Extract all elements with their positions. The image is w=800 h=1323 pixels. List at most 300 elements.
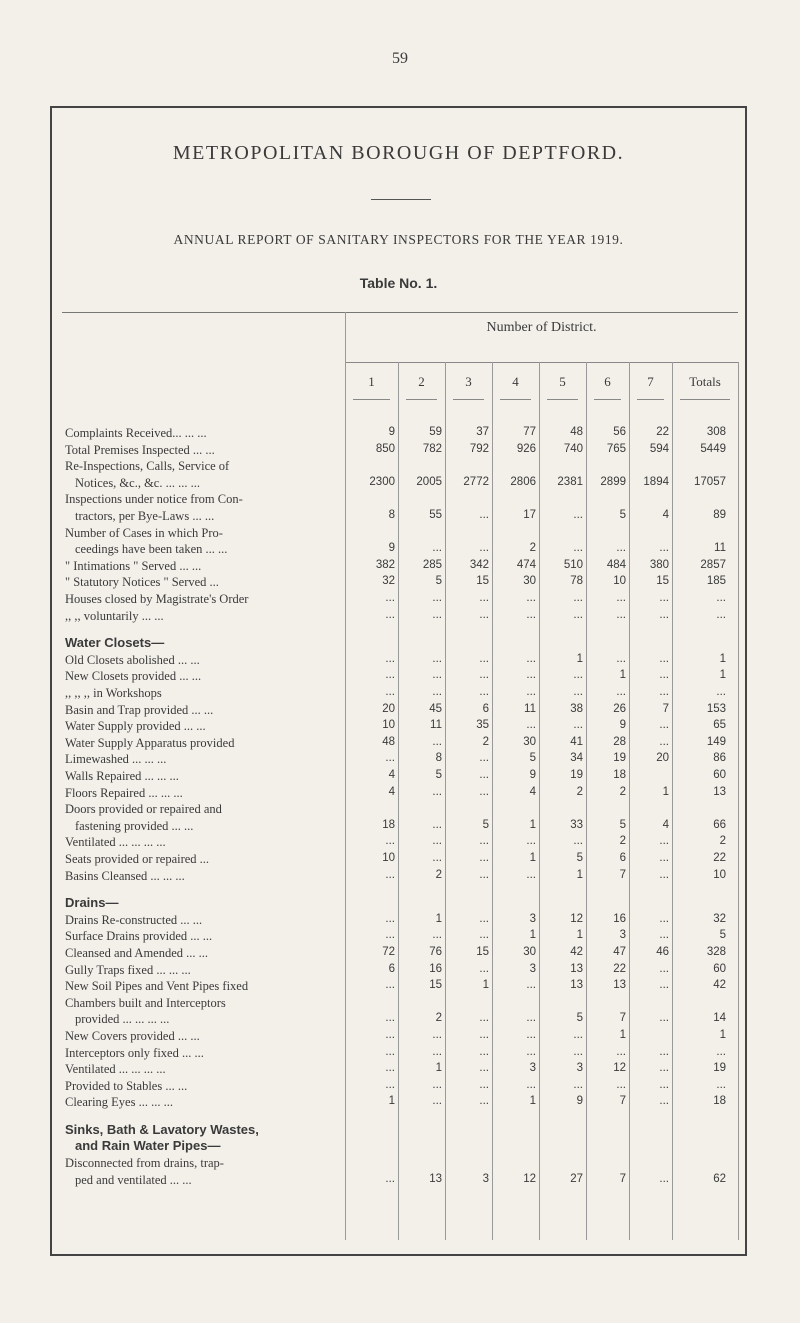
table-cell: 2857 bbox=[700, 558, 726, 571]
table-cell: 7 bbox=[619, 1012, 626, 1025]
table-cell: 15 bbox=[656, 575, 669, 588]
table-cell: ... bbox=[479, 542, 489, 555]
table-cell: 9 bbox=[388, 426, 395, 438]
table-cell: 47 bbox=[613, 946, 626, 958]
table-cell: 3 bbox=[529, 912, 536, 925]
row-label: " Intimations " Served ... ... bbox=[65, 558, 202, 573]
table-cell: ... bbox=[659, 1172, 669, 1185]
row-label: tractors, per Bye-Laws ... ... bbox=[75, 509, 215, 523]
table-cell: 6 bbox=[619, 852, 626, 864]
table-cell: ... bbox=[385, 608, 395, 621]
table-cell: ... bbox=[479, 785, 489, 798]
table-cell: ... bbox=[526, 835, 536, 848]
table-cell: 19 bbox=[570, 769, 583, 781]
table-cell: 2005 bbox=[416, 475, 442, 488]
table-cell: 20 bbox=[382, 702, 395, 715]
column-header-underline bbox=[594, 399, 621, 400]
table-row bbox=[52, 542, 742, 558]
table-cell: 3 bbox=[576, 1062, 583, 1075]
table-cell: 4 bbox=[529, 785, 536, 798]
table-cell: ... bbox=[573, 509, 583, 521]
table-cell: ... bbox=[573, 1029, 583, 1041]
row-label: Limewashed ... ... ... bbox=[65, 752, 167, 767]
table-row bbox=[52, 476, 742, 492]
column-header-underline bbox=[353, 399, 390, 400]
table-cell: ... bbox=[385, 835, 395, 848]
table-cell: 380 bbox=[649, 558, 669, 571]
row-label: Doors provided or repaired and bbox=[65, 802, 222, 817]
table-cell: 2899 bbox=[600, 475, 626, 488]
table-cell: 10 bbox=[613, 575, 626, 588]
table-row bbox=[52, 852, 742, 868]
table-cell: 32 bbox=[382, 575, 395, 588]
table-cell: ... bbox=[526, 686, 536, 698]
row-label: Ventilated ... ... ... ... bbox=[65, 835, 166, 850]
table-cell: ... bbox=[616, 592, 626, 604]
table-cell: ... bbox=[573, 686, 583, 698]
table-cell: 9 bbox=[529, 769, 536, 781]
table-cell: ... bbox=[659, 735, 669, 748]
table-cell: ... bbox=[573, 1045, 583, 1058]
table-cell: 2772 bbox=[463, 475, 489, 488]
column-header-underline bbox=[406, 399, 437, 400]
table-cell: 153 bbox=[706, 702, 726, 715]
table-cell: ... bbox=[385, 868, 395, 881]
table-cell: ... bbox=[573, 592, 583, 604]
table-row bbox=[52, 752, 742, 768]
table-cell: 1894 bbox=[643, 475, 669, 488]
table-row bbox=[52, 653, 742, 669]
table-cell: ... bbox=[526, 979, 536, 992]
table-cell: ... bbox=[659, 979, 669, 992]
title-divider bbox=[371, 199, 431, 200]
table-cell: 34 bbox=[570, 752, 583, 765]
table-cell: ... bbox=[573, 608, 583, 621]
table-cell: ... bbox=[432, 1045, 442, 1058]
table-cell: 2806 bbox=[510, 475, 536, 488]
table-cell: ... bbox=[573, 1078, 583, 1091]
table-row bbox=[52, 703, 742, 719]
table-cell: ... bbox=[616, 1045, 626, 1058]
table-row bbox=[52, 1156, 742, 1172]
table-cell: ... bbox=[432, 1029, 442, 1041]
table-cell: 42 bbox=[713, 979, 726, 992]
table-cell: 48 bbox=[570, 426, 583, 438]
row-label: Disconnected from drains, trap- bbox=[65, 1156, 224, 1171]
table-cell: 22 bbox=[613, 962, 626, 975]
table-cell: 5 bbox=[719, 929, 726, 942]
table-cell: ... bbox=[526, 1029, 536, 1041]
table-cell: 22 bbox=[656, 426, 669, 438]
table-cell: 10 bbox=[382, 719, 395, 732]
table-cell: ... bbox=[526, 1045, 536, 1058]
table-cell: 30 bbox=[523, 946, 536, 958]
table-cell: ... bbox=[385, 652, 395, 665]
row-label: Surface Drains provided ... ... bbox=[65, 929, 213, 944]
row-label: Re-Inspections, Calls, Service of bbox=[65, 459, 230, 474]
table-cell: ... bbox=[479, 962, 489, 975]
table-row bbox=[52, 996, 742, 1012]
table-cell: 12 bbox=[613, 1062, 626, 1075]
table-cell: ... bbox=[659, 929, 669, 942]
table-cell: ... bbox=[716, 686, 726, 698]
table-cell: ... bbox=[432, 592, 442, 604]
table-cell: ... bbox=[659, 962, 669, 975]
table-cell: 2 bbox=[619, 835, 626, 848]
table-cell: 7 bbox=[662, 702, 669, 715]
table-cell: ... bbox=[659, 912, 669, 925]
table-row bbox=[52, 1062, 742, 1078]
table-cell: 6 bbox=[482, 702, 489, 715]
table-cell: ... bbox=[659, 608, 669, 621]
row-label: Basin and Trap provided ... ... bbox=[65, 702, 214, 717]
table-cell: 2 bbox=[482, 735, 489, 748]
table-row bbox=[52, 1012, 742, 1028]
report-frame bbox=[50, 106, 747, 1256]
table-cell: 9 bbox=[576, 1095, 583, 1108]
table-cell: 72 bbox=[382, 946, 395, 958]
table-cell: 2 bbox=[435, 1012, 442, 1025]
table-number: Table No. 1. bbox=[359, 275, 438, 291]
table-cell: 1 bbox=[529, 818, 536, 831]
table-cell: 13 bbox=[713, 785, 726, 798]
row-label: Cleansed and Amended ... ... bbox=[65, 946, 209, 960]
table-row bbox=[52, 1079, 742, 1095]
table-cell: 60 bbox=[713, 769, 726, 781]
table-cell: 13 bbox=[429, 1172, 442, 1185]
row-label: Complaints Received... ... ... bbox=[65, 426, 207, 440]
row-label: ,, ,, voluntarily ... ... bbox=[65, 608, 164, 623]
table-cell: 18 bbox=[613, 769, 626, 781]
row-label: New Covers provided ... ... bbox=[65, 1029, 200, 1043]
table-cell: 66 bbox=[713, 818, 726, 831]
table-cell: 1 bbox=[619, 669, 626, 682]
table-cell: ... bbox=[659, 592, 669, 604]
table-cell: ... bbox=[573, 669, 583, 682]
table-cell: 56 bbox=[613, 426, 626, 438]
table-row bbox=[52, 913, 742, 929]
table-top-rule bbox=[62, 312, 738, 313]
table-cell: ... bbox=[616, 686, 626, 698]
table-cell: 12 bbox=[523, 1172, 536, 1185]
table-cell: ... bbox=[573, 835, 583, 848]
table-cell: ... bbox=[526, 669, 536, 682]
row-label: New Soil Pipes and Vent Pipes fixed bbox=[65, 979, 249, 994]
table-cell: ... bbox=[385, 686, 395, 698]
table-cell: 76 bbox=[429, 946, 442, 958]
table-cell: 2 bbox=[619, 785, 626, 798]
table-cell: 2 bbox=[576, 785, 583, 798]
table-cell: ... bbox=[716, 608, 726, 621]
table-cell: ... bbox=[616, 652, 626, 665]
table-cell: ... bbox=[385, 1062, 395, 1075]
table-cell: ... bbox=[659, 835, 669, 848]
table-cell: 37 bbox=[476, 426, 489, 438]
table-cell: ... bbox=[479, 1095, 489, 1108]
table-cell: 19 bbox=[613, 752, 626, 765]
table-cell: 850 bbox=[375, 442, 395, 455]
table-cell: 3 bbox=[529, 1062, 536, 1075]
table-row bbox=[52, 509, 742, 525]
table-cell: 46 bbox=[656, 946, 669, 958]
table-cell: 4 bbox=[662, 509, 669, 521]
table-row bbox=[52, 526, 742, 542]
table-cell: ... bbox=[432, 785, 442, 798]
row-label: Drains Re-constructed ... ... bbox=[65, 912, 203, 927]
table-cell: 1 bbox=[529, 929, 536, 942]
table-row bbox=[52, 1046, 742, 1062]
table-cell: ... bbox=[659, 1095, 669, 1108]
row-label: Inspections under notice from Con- bbox=[65, 492, 243, 507]
table-cell: 5 bbox=[619, 818, 626, 831]
table-cell: 8 bbox=[435, 752, 442, 765]
table-cell: ... bbox=[659, 719, 669, 732]
table-row bbox=[52, 609, 742, 625]
column-header: 5 bbox=[559, 374, 566, 389]
table-cell: 19 bbox=[713, 1062, 726, 1075]
table-row bbox=[52, 819, 742, 835]
table-cell: ... bbox=[479, 1029, 489, 1041]
table-cell: 9 bbox=[388, 542, 395, 555]
table-cell: 30 bbox=[523, 735, 536, 748]
table-cell: 26 bbox=[613, 702, 626, 715]
row-label: Water Supply Apparatus provided bbox=[65, 735, 235, 750]
table-cell: ... bbox=[526, 1012, 536, 1025]
table-row bbox=[52, 426, 742, 442]
table-cell: ... bbox=[479, 868, 489, 881]
table-cell: ... bbox=[385, 669, 395, 682]
table-cell: 20 bbox=[656, 752, 669, 765]
table-cell: 4 bbox=[662, 818, 669, 831]
table-cell: 1 bbox=[576, 929, 583, 942]
row-label: fastening provided ... ... bbox=[75, 818, 194, 833]
table-cell: 11 bbox=[430, 719, 442, 732]
table-cell: 484 bbox=[606, 558, 626, 571]
table-cell: 1 bbox=[529, 852, 536, 864]
table-cell: 15 bbox=[476, 946, 489, 958]
table-cell: 342 bbox=[469, 558, 489, 571]
column-header: Totals bbox=[689, 374, 721, 389]
table-cell: 308 bbox=[706, 426, 726, 438]
column-header-underline bbox=[680, 399, 730, 400]
table-cell: ... bbox=[479, 652, 489, 665]
table-cell: ... bbox=[385, 1078, 395, 1091]
table-cell: ... bbox=[479, 1062, 489, 1075]
table-cell: 1 bbox=[388, 1095, 395, 1108]
report-title: METROPOLITAN BOROUGH OF DEPTFORD. bbox=[172, 142, 625, 164]
table-cell: ... bbox=[432, 542, 442, 555]
table-cell: 15 bbox=[476, 575, 489, 588]
table-cell: 2 bbox=[435, 868, 442, 881]
table-cell: ... bbox=[432, 1095, 442, 1108]
table-cell: ... bbox=[432, 929, 442, 942]
table-row bbox=[52, 1095, 742, 1111]
table-cell: 1 bbox=[719, 1029, 726, 1041]
table-row bbox=[52, 929, 742, 945]
district-underline bbox=[345, 362, 738, 363]
table-cell: 1 bbox=[619, 1029, 626, 1041]
row-label: Total Premises Inspected ... ... bbox=[65, 442, 215, 457]
table-cell: ... bbox=[659, 1062, 669, 1075]
table-cell: 10 bbox=[713, 868, 726, 881]
table-cell: ... bbox=[479, 852, 489, 864]
table-cell: ... bbox=[385, 979, 395, 992]
table-cell: 17057 bbox=[694, 475, 726, 488]
table-cell: 28 bbox=[613, 735, 626, 748]
table-cell: 782 bbox=[422, 442, 442, 455]
page-number: 59 bbox=[392, 50, 408, 67]
table-cell: 86 bbox=[713, 752, 726, 765]
table-cell: 7 bbox=[619, 1172, 626, 1185]
table-row bbox=[52, 459, 742, 475]
row-label: Number of Cases in which Pro- bbox=[65, 525, 223, 540]
table-cell: 42 bbox=[570, 946, 583, 958]
table-cell: 32 bbox=[713, 912, 726, 925]
row-label: Walls Repaired ... ... ... bbox=[65, 769, 179, 783]
table-cell: 149 bbox=[706, 735, 726, 748]
table-cell: ... bbox=[659, 1078, 669, 1091]
table-cell: ... bbox=[716, 592, 726, 604]
row-label: Floors Repaired ... ... ... bbox=[65, 785, 183, 800]
table-cell: 17 bbox=[523, 509, 536, 521]
table-cell: 48 bbox=[382, 735, 395, 748]
table-cell: 5449 bbox=[700, 442, 726, 455]
table-cell: ... bbox=[573, 542, 583, 555]
table-cell: 16 bbox=[613, 912, 626, 925]
table-cell: 765 bbox=[606, 442, 626, 455]
row-label: Water Supply provided ... ... bbox=[65, 719, 206, 734]
section-heading: and Rain Water Pipes— bbox=[75, 1137, 221, 1153]
row-label: Provided to Stables ... ... bbox=[65, 1078, 188, 1093]
table-cell: 1 bbox=[435, 912, 442, 925]
row-label: ped and ventilated ... ... bbox=[75, 1172, 192, 1187]
column-header-underline bbox=[500, 399, 531, 400]
table-cell: 33 bbox=[570, 818, 583, 831]
table-cell: ... bbox=[385, 912, 395, 925]
table-cell: 13 bbox=[570, 962, 583, 975]
table-cell: 926 bbox=[516, 442, 536, 455]
table-row bbox=[52, 1029, 742, 1045]
table-row bbox=[52, 686, 742, 702]
table-cell: 60 bbox=[713, 962, 726, 975]
report-subtitle: ANNUAL REPORT OF SANITARY INSPECTORS FOR THE YEAR 1919. bbox=[173, 232, 624, 247]
row-label: Seats provided or repaired ... bbox=[65, 852, 210, 866]
table-row bbox=[52, 559, 742, 575]
table-cell: 16 bbox=[429, 962, 442, 975]
table-cell: ... bbox=[616, 608, 626, 621]
table-row bbox=[52, 443, 742, 459]
table-cell: 4 bbox=[388, 785, 395, 798]
row-label: " Statutory Notices " Served ... bbox=[65, 575, 219, 590]
row-label: Notices, &c., &c. ... ... ... bbox=[75, 475, 200, 490]
table-cell: 18 bbox=[382, 818, 395, 831]
row-label: Clearing Eyes ... ... ... bbox=[65, 1095, 173, 1110]
table-cell: ... bbox=[479, 929, 489, 942]
table-cell: ... bbox=[479, 608, 489, 621]
table-cell: ... bbox=[526, 868, 536, 881]
table-row bbox=[52, 835, 742, 851]
row-label: ceedings have been taken ... ... bbox=[75, 542, 228, 557]
table-cell: ... bbox=[385, 1029, 395, 1041]
table-cell: 13 bbox=[613, 979, 626, 992]
table-cell: ... bbox=[432, 835, 442, 848]
table-cell: 27 bbox=[570, 1172, 583, 1185]
table-cell: 18 bbox=[713, 1095, 726, 1108]
table-cell: ... bbox=[716, 1045, 726, 1058]
table-cell: ... bbox=[526, 592, 536, 604]
table-cell: ... bbox=[432, 652, 442, 665]
table-cell: 1 bbox=[576, 868, 583, 881]
table-cell: ... bbox=[479, 592, 489, 604]
table-cell: 382 bbox=[375, 558, 395, 571]
table-cell: 1 bbox=[529, 1095, 536, 1108]
table-cell: 78 bbox=[570, 575, 583, 588]
table-cell: ... bbox=[385, 1045, 395, 1058]
table-cell: 285 bbox=[422, 558, 442, 571]
table-cell: ... bbox=[432, 1078, 442, 1091]
table-cell: 474 bbox=[516, 558, 536, 571]
table-cell: ... bbox=[432, 608, 442, 621]
table-cell: 65 bbox=[713, 719, 726, 732]
table-row bbox=[52, 979, 742, 995]
table-row bbox=[52, 963, 742, 979]
table-cell: 1 bbox=[719, 669, 726, 682]
table-cell: ... bbox=[385, 592, 395, 604]
row-label: Chambers built and Interceptors bbox=[65, 995, 226, 1010]
table-cell: ... bbox=[479, 835, 489, 848]
table-cell: 2381 bbox=[557, 475, 583, 488]
column-header: 1 bbox=[368, 374, 375, 389]
table-cell: 45 bbox=[429, 702, 442, 715]
table-cell: 7 bbox=[619, 868, 626, 881]
table-cell: 5 bbox=[576, 852, 583, 864]
table-cell: ... bbox=[616, 542, 626, 555]
table-cell: ... bbox=[659, 852, 669, 864]
district-header: Number of District. bbox=[486, 320, 597, 335]
table-cell: ... bbox=[385, 1012, 395, 1025]
table-cell: ... bbox=[385, 1172, 395, 1185]
table-cell: 510 bbox=[563, 558, 583, 571]
row-label: Basins Cleansed ... ... ... bbox=[65, 868, 185, 883]
table-cell: ... bbox=[479, 1045, 489, 1058]
table-cell: ... bbox=[432, 735, 442, 748]
section-heading: Water Closets— bbox=[65, 635, 165, 651]
row-label: provided ... ... ... ... bbox=[75, 1012, 170, 1027]
table-cell: 6 bbox=[388, 962, 395, 975]
table-cell: 594 bbox=[649, 442, 669, 455]
table-cell: 11 bbox=[714, 542, 726, 555]
table-cell: 89 bbox=[713, 509, 726, 521]
table-cell: ... bbox=[479, 1012, 489, 1025]
table-cell: ... bbox=[432, 669, 442, 682]
table-cell: 77 bbox=[523, 426, 536, 438]
table-cell: 740 bbox=[563, 442, 583, 455]
table-cell: 2 bbox=[529, 542, 536, 555]
table-cell: 5 bbox=[482, 818, 489, 831]
table-cell: ... bbox=[616, 1078, 626, 1091]
column-header: 3 bbox=[465, 374, 472, 389]
table-cell: ... bbox=[573, 719, 583, 732]
column-header-underline bbox=[637, 399, 664, 400]
table-cell: ... bbox=[526, 652, 536, 665]
table-row bbox=[52, 869, 742, 885]
table-cell: 5 bbox=[576, 1012, 583, 1025]
table-cell: 328 bbox=[706, 946, 726, 958]
table-cell: 14 bbox=[713, 1012, 726, 1025]
row-label: Houses closed by Magistrate's Order bbox=[65, 592, 249, 606]
column-header: 2 bbox=[418, 374, 425, 389]
table-cell: ... bbox=[479, 1078, 489, 1091]
